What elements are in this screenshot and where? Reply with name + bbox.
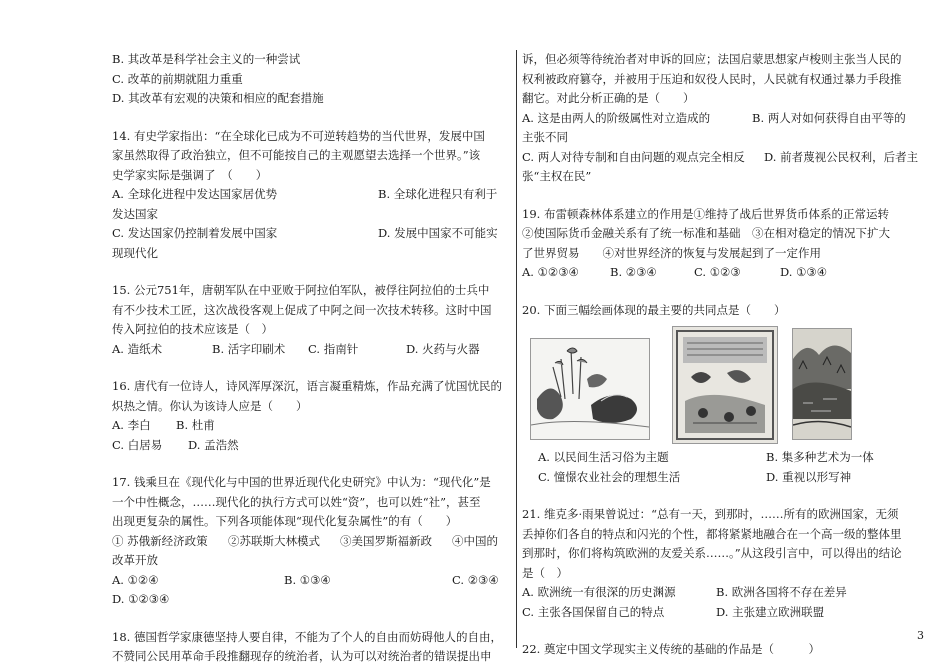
q13-option-c: C. 改革的前期就阻力重重 [112,71,243,86]
q20-option-b: B. 集多种艺术为一体 [766,450,874,464]
q21-option-a: A. 欧洲统一有很深的历史渊源 [522,585,676,599]
q16-option-c: C. 白居易 [112,437,163,452]
q18-option-d: D. 前者蔑视公民权利，后者主 [764,149,919,164]
q14-option-b-cont: 发达国家 [112,206,158,221]
left-column [112,50,510,667]
q16-stem-line: 16. 唐代有一位诗人，诗风浑厚深沉，语言凝重精炼，作品充满了忧国忧民的 [112,379,502,393]
q19-option-c: C. ①②③ [694,265,741,279]
q20-option-c: C. 憧憬农业社会的理想生活 [538,469,681,484]
q22-stem: 22. 奠定中国文学现实主义传统的基础的作品是（ ） [522,642,820,656]
q18-stem-cont-line: 诉，但必须等待统治者对申诉的回应；法国启蒙思想家卢梭则主张当人民的 [522,52,902,66]
q18-options-row-2 [522,148,920,168]
q18-option-d-cont: 张“主权在民” [522,169,592,183]
q19-stem-line: ②使国际货币金融关系有了统一标准和基础 ③在相对稳定的情况下扩大 [522,226,890,240]
q15-option-d: D. 火药与火器 [406,341,480,356]
q14-stem-line: 14. 有史学家指出：“在全球化已成为不可逆转趋势的当代世界，发展中国 [112,128,485,143]
q13-option-b: B. 其改革是科学社会主义的一种尝试 [112,52,301,66]
q15-stem-line: 15. 公元751年，唐朝军队在中亚败于阿拉伯军队，被俘往阿拉伯的士兵中 [112,283,490,297]
q17-stem-line: 一个中性概念，……现代化的执行方式可以姓“资”，也可以姓“社”，甚至 [112,494,481,509]
q19-stem-line: 了世界贸易 ④对世界经济的恢复与发展起到了一定作用 [522,245,821,260]
painting-landscape-image [792,328,852,440]
q16-stem-line: 炽热之情。你认为该诗人应是（ ） [112,398,308,413]
q15-stem-line: 传入阿拉伯的技术应该是（ ） [112,322,273,336]
q17-item-1: ① 苏俄新经济政策 [112,533,208,548]
q21-option-d: D. 主张建立欧洲联盟 [716,604,825,619]
q21-stem-line: 到那时，你们将构筑欧洲的友爱关系……。”从这段引言中，可以得出的结论 [522,546,902,560]
q14-options-row-2 [112,224,510,244]
q21-options-row-1 [522,583,920,603]
q18-stem-line: 18. 德国哲学家康德坚持人要自律，不能为了个人的自由而妨碍他人的自由， [112,629,502,644]
q15-option-b: B. 活字印刷术 [212,341,286,356]
q17-option-d: D. ①②③④ [112,592,170,606]
q16-option-a: A. 李白 [112,418,151,432]
q15-option-a: A. 造纸术 [112,341,163,356]
q14-stem-line: 家虽然取得了政治独立，但不可能按自己的主观愿望去选择一个世界。”该 [112,148,481,162]
q18-option-b-cont: 主张不同 [522,130,568,144]
painting-birds-image [530,338,650,440]
q15-option-c: C. 指南针 [308,341,359,356]
q18-option-a: A. 这是由两人的阶级属性对立造成的 [522,110,711,125]
q21-stem-line: 21. 维克多·雨果曾说过：“总有一天，到那时，……所有的欧洲国家，无须 [522,507,899,521]
q17-item-4-cont: 改革开放 [112,553,158,567]
q14-option-d: D. 发展中国家不可能实 [378,226,498,240]
q14-stem-line: 史学家实际是强调了 （ ） [112,167,268,182]
q17-option-a: A. ①②④ [112,572,159,587]
q16-options-row-1 [112,416,510,436]
q19-option-b: B. ②③④ [610,265,657,279]
q14-option-a: A. 全球化进程中发达国家居优势 [112,187,278,201]
q15-options-row [112,340,510,360]
q21-options-row-2 [522,603,920,623]
q20-stem: 20. 下面三幅绘画体现的最主要的共同点是（ ） [522,302,786,317]
q18-option-b: B. 两人对如何获得自由平等的 [752,110,906,125]
q18-stem-line: 不赞同公民用革命手段推翻现存的统治者，认为可以对统治者的错误提出申 [112,649,492,663]
q17-option-b: B. ①③④ [284,572,331,587]
page-number: 3 [917,629,924,642]
q17-item-3: ③美国罗斯福新政 [340,533,432,548]
q21-stem-line: 是（ ） [522,565,568,580]
q21-stem-line: 丢掉你们各自的特点和闪光的个性，都将紧紧地融合在一个高一级的整体里 [522,526,902,541]
painting-scroll-image [672,326,778,444]
q14-option-b: B. 全球化进程只有利于 [378,187,498,201]
q18-stem-cont-line: 翻它。对此分析正确的是（ ） [522,91,695,105]
q20-options-row-2 [522,468,920,488]
q18-options-row-1 [522,109,920,129]
q19-option-a: A. ①②③④ [522,265,579,279]
q19-options-row [522,263,920,283]
q14-options-row-1 [112,185,510,205]
q13-option-d: D. 其改革有宏观的决策和相应的配套措施 [112,91,324,105]
q14-option-d-cont: 现现代化 [112,245,158,260]
q17-option-c: C. ②③④ [452,572,499,587]
q16-options-row-2 [112,436,510,456]
q16-option-d: D. 孟浩然 [188,437,239,452]
q21-option-b: B. 欧洲各国将不存在差异 [716,585,847,599]
q17-item-2: ②苏联斯大林模式 [228,533,320,548]
right-column [522,50,920,660]
q20-paintings [522,326,920,444]
q17-items-row [112,532,510,552]
q17-stem-line: 出现更复杂的属性。下列各项能体现“现代化复杂属性”的有（ ） [112,514,458,528]
q17-options-row [112,571,510,591]
q19-stem-line: 19. 布雷顿森林体系建立的作用是①维持了战后世界货币体系的正常运转 [522,206,889,221]
q19-option-d: D. ①③④ [780,265,828,279]
q21-option-c: C. 主张各国保留自己的特点 [522,604,665,619]
q18-option-c: C. 两人对待专制和自由问题的观点完全相反 [522,149,745,164]
q17-stem-line: 17. 钱乘旦在《现代化与中国的世界近现代化史研究》中认为：“现代化”是 [112,475,491,489]
q20-options-row-1 [522,448,920,468]
q20-option-d: D. 重视以形写神 [766,469,852,484]
q20-option-a: A. 以民间生活习俗为主题 [538,450,669,464]
q15-stem-line: 有不少技术工匠，这次战役客观上促成了中阿之间一次技术转移。这时中国 [112,302,492,317]
column-divider [516,50,517,648]
q16-option-b: B. 杜甫 [176,418,215,432]
q14-option-c: C. 发达国家仍控制着发展中国家 [112,226,278,240]
q17-item-4: ④中国的 [452,533,498,548]
q18-stem-cont-line: 权利被政府篡夺，并被用于压迫和奴役人民时，人民就有权通过暴力手段推 [522,71,902,86]
